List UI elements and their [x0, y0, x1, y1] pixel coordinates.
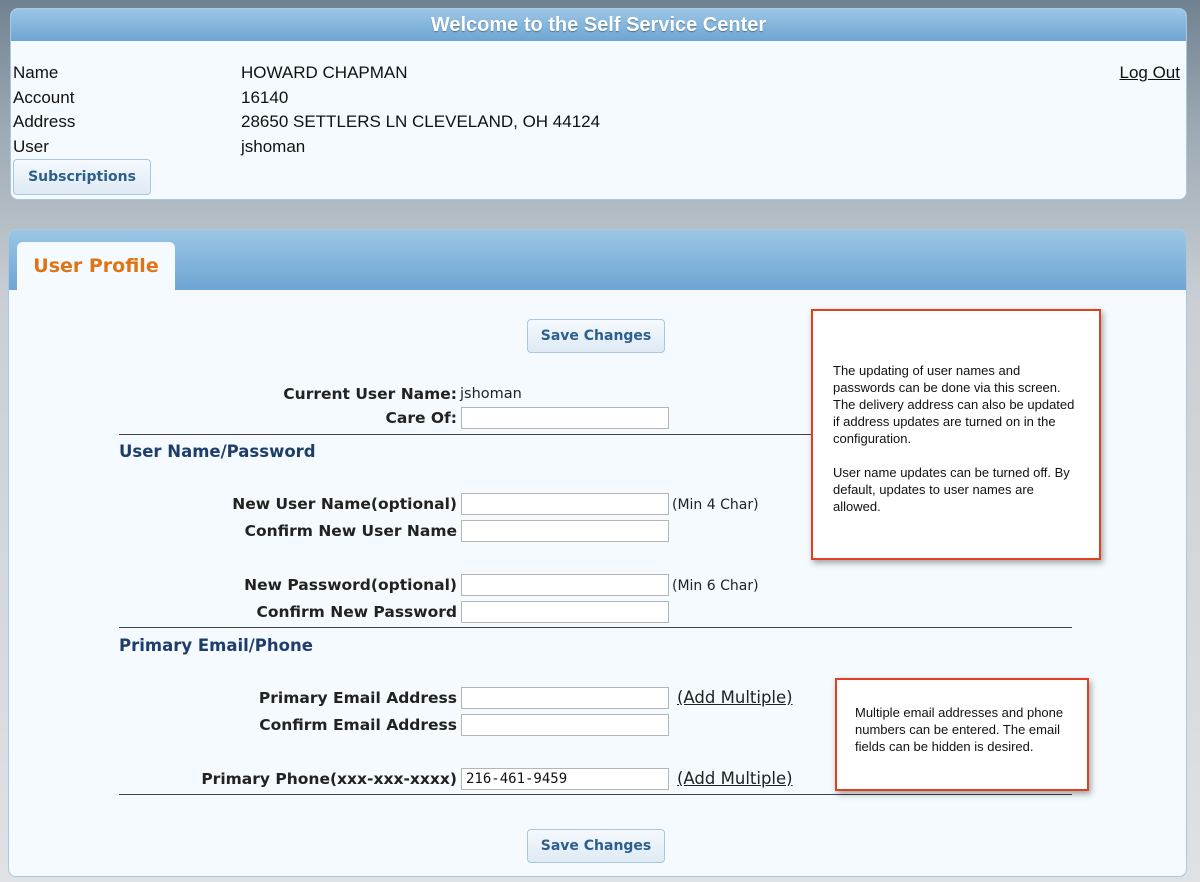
current-user-label: Current User Name:: [283, 385, 457, 403]
care-of-input[interactable]: [461, 407, 669, 429]
name-label: Name: [13, 63, 59, 82]
divider: [119, 794, 1072, 795]
care-of-label: Care Of:: [385, 409, 457, 427]
account-info-panel: [10, 8, 1187, 200]
new-username-input[interactable]: [461, 493, 669, 515]
account-label: Account: [13, 88, 75, 107]
section-heading-contact: Primary Email/Phone: [119, 636, 313, 655]
account-value: 16140: [241, 88, 289, 107]
confirm-password-label: Confirm New Password: [256, 603, 457, 621]
address-label: Address: [13, 112, 76, 131]
user-value: jshoman: [241, 137, 306, 156]
confirm-email-label: Confirm Email Address: [259, 716, 457, 734]
divider: [119, 627, 1072, 628]
section-heading-credentials: User Name/Password: [119, 442, 316, 461]
email-label: Primary Email Address: [258, 689, 457, 707]
email-input[interactable]: [461, 687, 669, 709]
confirm-email-input[interactable]: [461, 714, 669, 736]
new-username-label: New User Name(optional): [232, 495, 457, 513]
add-multiple-email-link[interactable]: (Add Multiple): [677, 688, 793, 707]
confirm-username-label: Confirm New User Name: [244, 522, 457, 540]
address-value: 28650 SETTLERS LN CLEVELAND, OH 44124: [241, 112, 601, 131]
confirm-password-input[interactable]: [461, 601, 669, 623]
password-min-hint: (Min 6 Char): [672, 578, 759, 594]
name-value: HOWARD CHAPMAN: [241, 63, 408, 82]
add-multiple-phone-link[interactable]: (Add Multiple): [677, 769, 793, 788]
phone-label: Primary Phone(xxx-xxx-xxxx): [201, 770, 457, 788]
save-changes-button-top[interactable]: Save Changes: [527, 319, 665, 353]
current-user-value: jshoman: [460, 386, 522, 402]
annotation-credentials-note: [811, 309, 1101, 560]
note-text: User name updates can be turned off. By default, updates to user names are allowed.: [833, 465, 1070, 514]
phone-input[interactable]: 216-461-9459: [461, 768, 669, 790]
save-changes-button-bottom[interactable]: Save Changes: [527, 829, 665, 863]
note-text: The updating of user names and passwords can be done via this screen. The delivery address can also be updated if address updates are turned on in the configuration.: [833, 363, 1075, 446]
confirm-username-input[interactable]: [461, 520, 669, 542]
logout-link[interactable]: Log Out: [1119, 63, 1180, 82]
username-min-hint: (Min 4 Char): [672, 497, 759, 513]
note-text: Multiple email addresses and phone numbers can be entered. The email fields can be hidden is desired.: [855, 705, 1064, 754]
annotation-contact-note: [835, 678, 1089, 791]
new-password-input[interactable]: [461, 574, 669, 596]
page-title: Welcome to the Self Service Center: [11, 9, 1186, 41]
tab-bar: [9, 230, 1186, 290]
new-password-label: New Password(optional): [244, 576, 457, 594]
tab-user-profile[interactable]: User Profile: [17, 242, 175, 290]
user-label: User: [13, 137, 49, 156]
subscriptions-button[interactable]: Subscriptions: [13, 159, 151, 195]
